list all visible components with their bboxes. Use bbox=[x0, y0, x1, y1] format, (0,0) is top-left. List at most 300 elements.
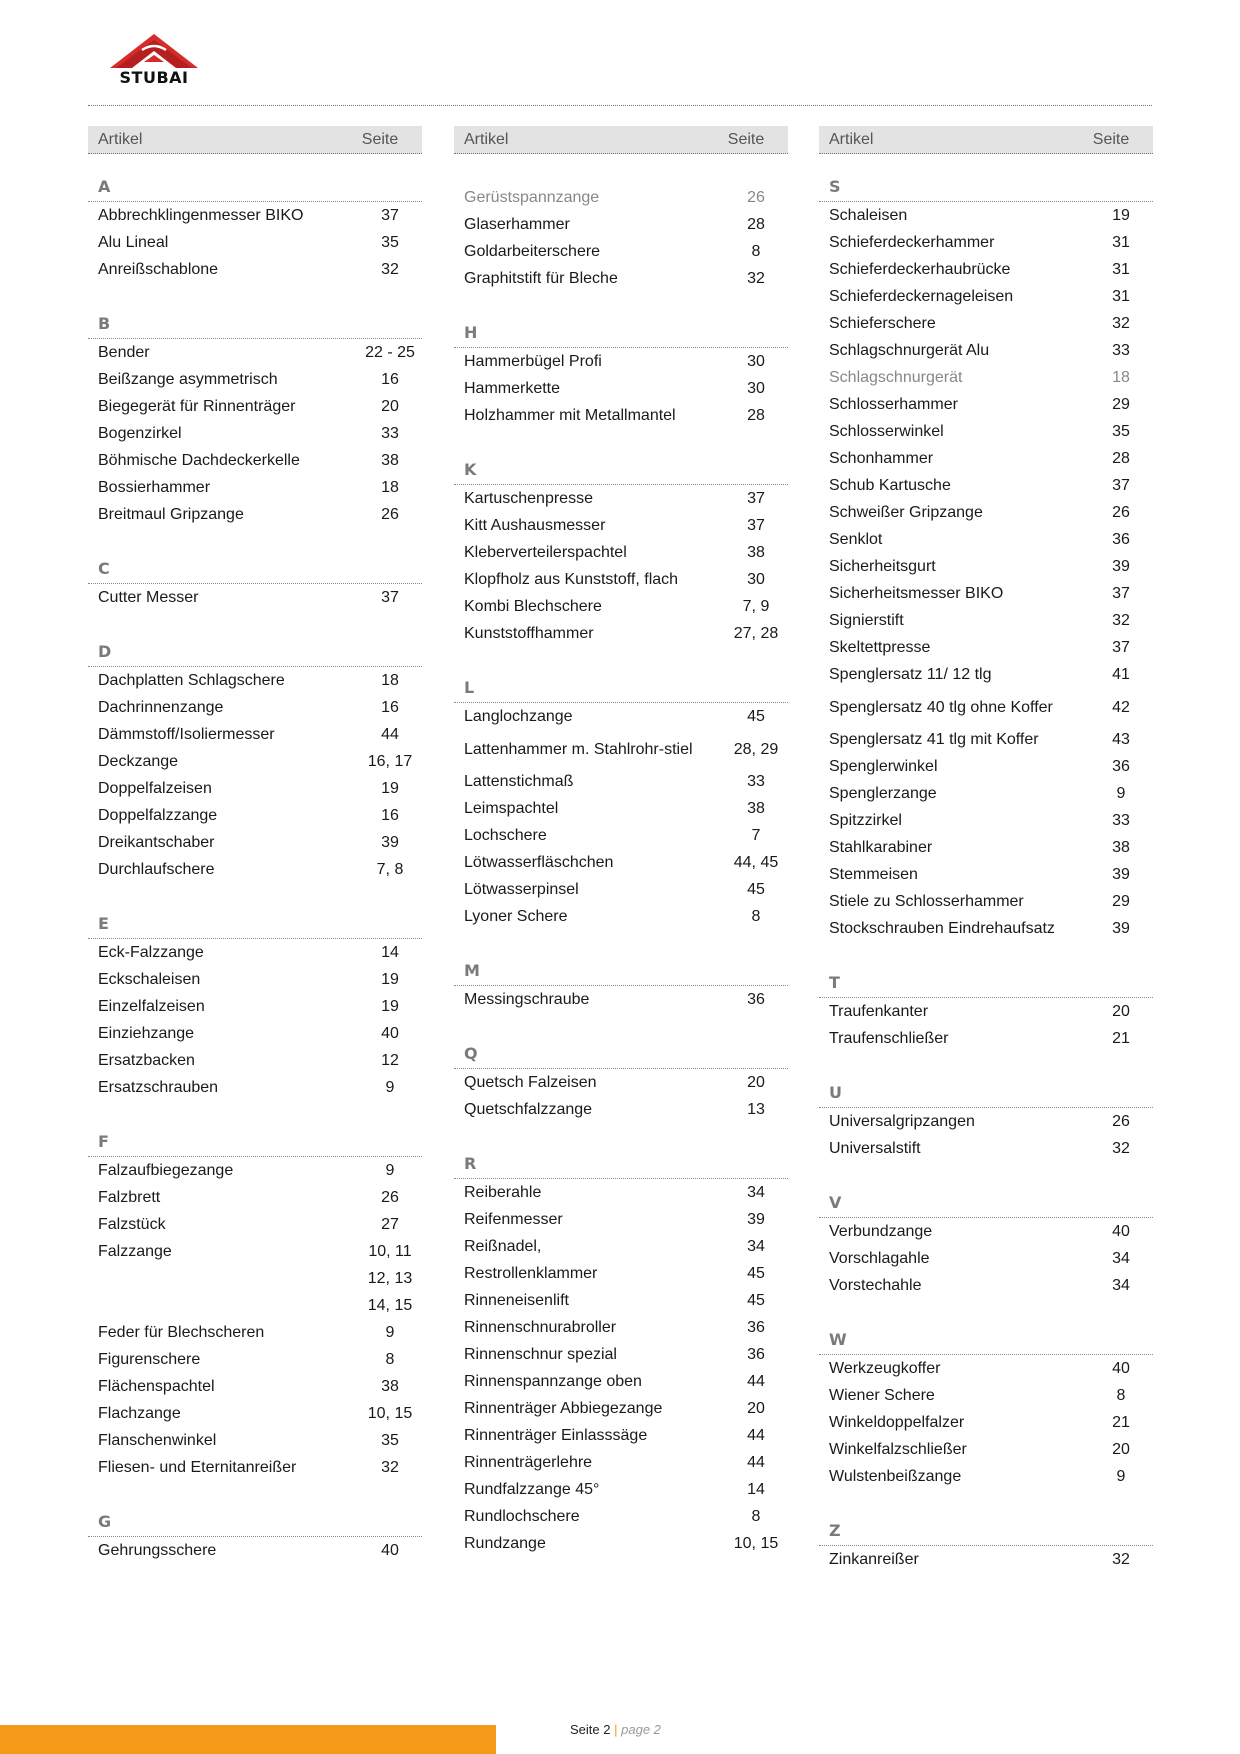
index-entry bbox=[454, 1368, 788, 1395]
entry-page-number: 26 bbox=[747, 189, 765, 206]
entry-article-name: Schlagschnurgerät Alu bbox=[829, 342, 990, 359]
entry-page-number: 37 bbox=[1112, 639, 1130, 656]
section-letter: S bbox=[819, 170, 1153, 202]
entry-page-number: 32 bbox=[747, 270, 765, 287]
entry-page-number: 36 bbox=[747, 1319, 765, 1336]
entry-article-name: Kleberverteilerspachtel bbox=[464, 544, 627, 561]
entry-page-number: 35 bbox=[381, 234, 399, 251]
section-letter: W bbox=[819, 1323, 1153, 1355]
entry-page-number: 44 bbox=[747, 1373, 765, 1390]
index-entry bbox=[819, 364, 1153, 391]
entry-article-name: Doppelfalzzange bbox=[98, 807, 218, 824]
entry-article-name: Holzhammer mit Metallmantel bbox=[464, 407, 676, 424]
index-entry bbox=[454, 730, 788, 768]
index-entry bbox=[819, 726, 1153, 753]
index-section bbox=[454, 1147, 788, 1557]
index-entry bbox=[88, 420, 422, 447]
index-entry bbox=[454, 1287, 788, 1314]
index-entry bbox=[819, 256, 1153, 283]
index-section bbox=[88, 552, 422, 611]
index-entry bbox=[454, 1449, 788, 1476]
entry-article-name: Graphitstift für Bleche bbox=[464, 270, 618, 287]
entry-article-name: Dachplatten Schlagschere bbox=[98, 672, 285, 689]
index-entry bbox=[88, 1346, 422, 1373]
index-entry bbox=[454, 485, 788, 512]
entry-page-number: 33 bbox=[747, 773, 765, 790]
entry-article-name: Kunststoffhammer bbox=[464, 625, 594, 642]
index-entry bbox=[454, 348, 788, 375]
section-letter: H bbox=[454, 316, 788, 348]
entry-page-number: 38 bbox=[747, 800, 765, 817]
index-entry bbox=[88, 1047, 422, 1074]
entry-page-number: 31 bbox=[1112, 234, 1130, 251]
index-entry bbox=[454, 620, 788, 647]
entry-page-number: 37 bbox=[1112, 477, 1130, 494]
entry-page-number: 42 bbox=[1112, 698, 1130, 716]
article-header-label: Artikel bbox=[464, 130, 509, 148]
index-entry bbox=[454, 986, 788, 1013]
entry-page-number: 26 bbox=[381, 1189, 399, 1206]
entry-page-number: 8 bbox=[1116, 1387, 1126, 1404]
entry-page-number: 28 bbox=[1112, 450, 1130, 467]
entry-page-number: 8 bbox=[385, 1351, 395, 1368]
entry-page-number: 38 bbox=[747, 544, 765, 561]
index-entry bbox=[454, 849, 788, 876]
entry-page-number: 19 bbox=[1112, 207, 1130, 224]
entry-article-name: Deckzange bbox=[98, 753, 179, 770]
entry-article-name: Werkzeugkoffer bbox=[829, 1360, 941, 1377]
entry-page-number: 16 bbox=[381, 371, 399, 388]
index-entry bbox=[819, 472, 1153, 499]
index-section bbox=[88, 1125, 422, 1481]
entry-article-name: Skeltettpresse bbox=[829, 639, 931, 656]
footer-seite-label: Seite 2 bbox=[570, 1722, 611, 1737]
index-entry bbox=[454, 1422, 788, 1449]
index-entry bbox=[88, 667, 422, 694]
index-entry bbox=[88, 1184, 422, 1211]
entry-page-number: 39 bbox=[1112, 920, 1130, 937]
entry-page-number: 34 bbox=[1112, 1250, 1130, 1267]
entry-page-number: 45 bbox=[747, 1265, 765, 1282]
index-column-2 bbox=[454, 126, 788, 1557]
index-entry bbox=[454, 539, 788, 566]
entry-article-name: Schweißer Gripzange bbox=[829, 504, 983, 521]
entry-page-number: 14 bbox=[381, 944, 399, 961]
index-entry bbox=[454, 375, 788, 402]
index-section bbox=[88, 170, 422, 283]
index-entry bbox=[819, 1025, 1153, 1052]
entry-page-number: 20 bbox=[1112, 1441, 1130, 1458]
entry-article-name: Spitzzirkel bbox=[829, 812, 902, 829]
logo-wordmark: STUBAI bbox=[119, 68, 189, 87]
entry-article-name: Rinneneisenlift bbox=[464, 1292, 569, 1309]
entry-article-name: Gehrungsschere bbox=[98, 1542, 217, 1559]
index-entry bbox=[819, 1463, 1153, 1490]
entry-page-number: 33 bbox=[1112, 812, 1130, 829]
entry-page-number: 20 bbox=[381, 398, 399, 415]
index-entry bbox=[88, 366, 422, 393]
entry-article-name: Ersatzschrauben bbox=[98, 1079, 219, 1096]
entry-page-number: 20 bbox=[747, 1400, 765, 1417]
entry-article-name: Restrollenklammer bbox=[464, 1265, 598, 1282]
entry-article-name: Figurenschere bbox=[98, 1351, 201, 1368]
entry-page-number: 40 bbox=[1112, 1360, 1130, 1377]
entry-page-number: 10, 15 bbox=[733, 1535, 779, 1552]
entry-article-name: Lötwasserfläschchen bbox=[464, 854, 614, 871]
section-letter: G bbox=[88, 1505, 422, 1537]
entry-article-name: Dachrinnenzange bbox=[98, 699, 224, 716]
entry-page-number: 39 bbox=[747, 1211, 765, 1228]
entry-article-name: Flächenspachtel bbox=[98, 1378, 215, 1395]
entry-article-name: Sicherheitsgurt bbox=[829, 558, 936, 575]
entry-article-name: Traufenkanter bbox=[829, 1003, 929, 1020]
section-letter: R bbox=[454, 1147, 788, 1179]
index-entry bbox=[88, 1292, 422, 1319]
entry-article-name: Dreikantschaber bbox=[98, 834, 215, 851]
column-header bbox=[819, 126, 1153, 154]
entry-page-number: 28, 29 bbox=[733, 740, 779, 758]
index-entry bbox=[454, 566, 788, 593]
entry-article-name: Quetsch Falzeisen bbox=[464, 1074, 597, 1091]
entry-article-name: Wiener Schere bbox=[829, 1387, 935, 1404]
entry-page-number: 45 bbox=[747, 708, 765, 725]
index-entry bbox=[454, 1341, 788, 1368]
index-entry bbox=[819, 283, 1153, 310]
index-entry bbox=[819, 202, 1153, 229]
entry-article-name: Klopfholz aus Kunststoff, flach bbox=[464, 571, 679, 588]
index-entry bbox=[819, 1218, 1153, 1245]
entry-article-name: Rinnenträgerlehre bbox=[464, 1454, 593, 1471]
entry-article-name: Lyoner Schere bbox=[464, 908, 568, 925]
section-letter: Q bbox=[454, 1037, 788, 1069]
entry-article-name: Rundlochschere bbox=[464, 1508, 580, 1525]
entry-page-number: 39 bbox=[1112, 558, 1130, 575]
entry-page-number: 19 bbox=[381, 780, 399, 797]
index-entry bbox=[819, 1108, 1153, 1135]
entry-page-number: 31 bbox=[1112, 288, 1130, 305]
index-column-1 bbox=[88, 126, 422, 1564]
entry-article-name: Flachzange bbox=[98, 1405, 181, 1422]
entry-article-name: Schaleisen bbox=[829, 207, 908, 224]
section-letter: K bbox=[454, 453, 788, 485]
entry-article-name: Schonhammer bbox=[829, 450, 934, 467]
index-entry bbox=[88, 393, 422, 420]
index-entry bbox=[88, 229, 422, 256]
entry-article-name: Hammerbügel Profi bbox=[464, 353, 602, 370]
index-entry bbox=[454, 703, 788, 730]
entry-article-name: Alu Lineal bbox=[98, 234, 169, 251]
index-entry bbox=[819, 1436, 1153, 1463]
index-entry bbox=[88, 1238, 422, 1265]
entry-article-name: Schlosserhammer bbox=[829, 396, 958, 413]
index-entry bbox=[88, 447, 422, 474]
stubai-logo bbox=[106, 32, 202, 90]
article-header-label: Artikel bbox=[98, 130, 143, 148]
entry-page-number: 41 bbox=[1112, 666, 1130, 683]
entry-article-name: Feder für Blechscheren bbox=[98, 1324, 265, 1341]
index-entry bbox=[454, 265, 788, 292]
index-section bbox=[819, 1076, 1153, 1162]
entry-page-number: 7, 8 bbox=[376, 861, 404, 878]
entry-page-number: 33 bbox=[381, 425, 399, 442]
column-header bbox=[454, 126, 788, 154]
entry-page-number: 45 bbox=[747, 1292, 765, 1309]
entry-page-number: 16, 17 bbox=[367, 753, 413, 770]
entry-page-number: 10, 11 bbox=[368, 1243, 412, 1260]
index-entry bbox=[454, 402, 788, 429]
index-entry bbox=[88, 1373, 422, 1400]
index-section bbox=[819, 1186, 1153, 1299]
index-entry bbox=[819, 807, 1153, 834]
section-letter: Z bbox=[819, 1514, 1153, 1546]
entry-article-name: Rinnenschnur spezial bbox=[464, 1346, 617, 1363]
entry-article-name: Glaserhammer bbox=[464, 216, 570, 233]
index-entry bbox=[88, 966, 422, 993]
page-header-label: Seite bbox=[1092, 130, 1130, 148]
index-section bbox=[454, 453, 788, 647]
index-entry bbox=[819, 1245, 1153, 1272]
entry-page-number: 9 bbox=[385, 1079, 395, 1096]
entry-page-number: 27, 28 bbox=[733, 625, 779, 642]
entry-page-number: 34 bbox=[747, 1184, 765, 1201]
entry-article-name: Kitt Aushausmesser bbox=[464, 517, 606, 534]
entry-article-name: Leimspachtel bbox=[464, 800, 559, 817]
entry-page-number: 35 bbox=[1112, 423, 1130, 440]
entry-page-number: 9 bbox=[1116, 1468, 1126, 1485]
entry-page-number: 34 bbox=[1112, 1277, 1130, 1294]
entry-article-name: Schlagschnurgerät bbox=[829, 369, 963, 386]
index-entry bbox=[88, 721, 422, 748]
index-section bbox=[454, 316, 788, 429]
entry-article-name: Spenglerwinkel bbox=[829, 758, 938, 775]
entry-article-name: Signierstift bbox=[829, 612, 904, 629]
index-entry bbox=[454, 876, 788, 903]
entry-article-name: Anreißschablone bbox=[98, 261, 219, 278]
index-entry bbox=[819, 688, 1153, 726]
entry-page-number: 26 bbox=[1112, 504, 1130, 521]
entry-page-number: 9 bbox=[385, 1162, 395, 1179]
index-entry bbox=[454, 184, 788, 211]
index-entry bbox=[88, 829, 422, 856]
section-letter: T bbox=[819, 966, 1153, 998]
entry-page-number: 31 bbox=[1112, 261, 1130, 278]
index-entry bbox=[88, 584, 422, 611]
index-section bbox=[88, 307, 422, 528]
entry-article-name: Falzzange bbox=[98, 1243, 172, 1260]
index-entry bbox=[454, 1069, 788, 1096]
index-section bbox=[88, 635, 422, 883]
index-entry bbox=[88, 775, 422, 802]
index-entry bbox=[454, 1503, 788, 1530]
entry-article-name: Zinkanreißer bbox=[829, 1551, 919, 1568]
index-entry bbox=[88, 1454, 422, 1481]
index-entry bbox=[454, 1530, 788, 1557]
section-letter: U bbox=[819, 1076, 1153, 1108]
index-section bbox=[88, 907, 422, 1101]
entry-page-number: 37 bbox=[747, 490, 765, 507]
footer-page-info bbox=[570, 1722, 661, 1737]
entry-article-name: Messingschraube bbox=[464, 991, 590, 1008]
index-entry bbox=[88, 1319, 422, 1346]
index-entry bbox=[454, 1314, 788, 1341]
entry-page-number: 13 bbox=[747, 1101, 765, 1118]
entry-article-name: Senklot bbox=[829, 531, 883, 548]
column-header bbox=[88, 126, 422, 154]
entry-article-name: Schieferdeckernageleisen bbox=[829, 288, 1014, 305]
index-entry bbox=[819, 1272, 1153, 1299]
index-entry bbox=[819, 888, 1153, 915]
entry-page-number: 44 bbox=[381, 726, 399, 743]
entry-article-name: Reifenmesser bbox=[464, 1211, 563, 1228]
index-entry bbox=[88, 694, 422, 721]
index-entry bbox=[454, 512, 788, 539]
index-entry bbox=[454, 768, 788, 795]
index-section bbox=[454, 671, 788, 930]
entry-page-number: 35 bbox=[381, 1432, 399, 1449]
index-entry bbox=[454, 1395, 788, 1422]
entry-page-number: 38 bbox=[381, 452, 399, 469]
index-entry bbox=[454, 1260, 788, 1287]
entry-page-number: 32 bbox=[1112, 612, 1130, 629]
entry-page-number: 32 bbox=[1112, 315, 1130, 332]
index-entry bbox=[88, 474, 422, 501]
entry-article-name: Durchlaufschere bbox=[98, 861, 215, 878]
entry-page-number: 28 bbox=[747, 407, 765, 424]
index-entry bbox=[819, 445, 1153, 472]
entry-page-number: 30 bbox=[747, 380, 765, 397]
index-entry bbox=[88, 1157, 422, 1184]
index-entry bbox=[819, 661, 1153, 688]
entry-article-name: Lochschere bbox=[464, 827, 547, 844]
index-entry bbox=[88, 1427, 422, 1454]
entry-article-name: Hammerkette bbox=[464, 380, 561, 397]
entry-article-name: Gerüstspannzange bbox=[464, 189, 600, 206]
entry-page-number: 44, 45 bbox=[733, 854, 779, 871]
article-header-label: Artikel bbox=[829, 130, 874, 148]
index-entry bbox=[819, 915, 1153, 942]
section-letter: V bbox=[819, 1186, 1153, 1218]
entry-article-name: Beißzange asymmetrisch bbox=[98, 371, 278, 388]
entry-article-name: Bossierhammer bbox=[98, 479, 211, 496]
index-entry bbox=[819, 634, 1153, 661]
entry-page-number: 37 bbox=[747, 517, 765, 534]
entry-page-number: 21 bbox=[1112, 1414, 1130, 1431]
entry-article-name: Goldarbeiterschere bbox=[464, 243, 601, 260]
entry-page-number: 37 bbox=[381, 207, 399, 224]
entry-article-name: Rundzange bbox=[464, 1535, 546, 1552]
entry-page-number: 8 bbox=[751, 243, 761, 260]
index-entry bbox=[819, 526, 1153, 553]
entry-article-name: Cutter Messer bbox=[98, 589, 199, 606]
entry-article-name: Ersatzbacken bbox=[98, 1052, 195, 1069]
index-entry bbox=[819, 310, 1153, 337]
entry-article-name: Eckschaleisen bbox=[98, 971, 201, 988]
entry-page-number: 19 bbox=[381, 971, 399, 988]
index-entry bbox=[454, 1476, 788, 1503]
entry-article-name: Sicherheitsmesser BIKO bbox=[829, 585, 1004, 602]
index-entry bbox=[454, 1233, 788, 1260]
entry-page-number: 18 bbox=[381, 479, 399, 496]
index-entry bbox=[454, 822, 788, 849]
entry-page-number: 14 bbox=[747, 1481, 765, 1498]
entry-article-name: Rinnenträger Abbiegezange bbox=[464, 1400, 663, 1417]
entry-page-number: 14, 15 bbox=[367, 1297, 413, 1314]
entry-page-number: 45 bbox=[747, 881, 765, 898]
index-entry bbox=[88, 1400, 422, 1427]
entry-article-name: Lattenhammer m. Stahlrohr-stiel bbox=[464, 740, 693, 758]
index-entry bbox=[819, 418, 1153, 445]
page-header-label: Seite bbox=[727, 130, 765, 148]
section-letter: E bbox=[88, 907, 422, 939]
mountain-logo-icon bbox=[106, 32, 202, 72]
entry-page-number: 26 bbox=[1112, 1113, 1130, 1130]
entry-page-number: 10, 15 bbox=[367, 1405, 413, 1422]
index-column-3 bbox=[819, 126, 1153, 1573]
entry-article-name: Dämmstoff/Isoliermesser bbox=[98, 726, 275, 743]
index-section bbox=[819, 1323, 1153, 1490]
index-entry bbox=[454, 1179, 788, 1206]
entry-article-name: Kombi Blechschere bbox=[464, 598, 602, 615]
index-entry bbox=[88, 1074, 422, 1101]
index-entry bbox=[88, 748, 422, 775]
entry-article-name: Spenglersatz 41 tlg mit Koffer bbox=[829, 731, 1039, 748]
entry-article-name: Biegegerät für Rinnenträger bbox=[98, 398, 296, 415]
section-letter: B bbox=[88, 307, 422, 339]
entry-article-name: Bender bbox=[98, 344, 150, 361]
entry-page-number: 36 bbox=[1112, 531, 1130, 548]
entry-article-name: Lattenstichmaß bbox=[464, 773, 574, 790]
entry-page-number: 40 bbox=[381, 1025, 399, 1042]
entry-article-name: Stemmeisen bbox=[829, 866, 918, 883]
entry-article-name: Vorstechahle bbox=[829, 1277, 922, 1294]
index-entry bbox=[88, 993, 422, 1020]
index-entry bbox=[454, 211, 788, 238]
entry-article-name: Fliesen- und Eternitanreißer bbox=[98, 1459, 297, 1476]
entry-article-name: Langlochzange bbox=[464, 708, 573, 725]
entry-page-number: 33 bbox=[1112, 342, 1130, 359]
index-entry bbox=[88, 802, 422, 829]
entry-article-name: Spenglersatz 40 tlg ohne Koffer bbox=[829, 698, 1053, 716]
index-entry bbox=[819, 1409, 1153, 1436]
entry-article-name: Abbrechklingenmesser BIKO bbox=[98, 207, 304, 224]
entry-article-name: Vorschlagahle bbox=[829, 1250, 930, 1267]
entry-page-number: 44 bbox=[747, 1427, 765, 1444]
index-entry bbox=[819, 780, 1153, 807]
entry-page-number: 30 bbox=[747, 571, 765, 588]
index-section bbox=[88, 1505, 422, 1564]
section-letter: M bbox=[454, 954, 788, 986]
entry-page-number: 20 bbox=[747, 1074, 765, 1091]
entry-page-number: 27 bbox=[381, 1216, 399, 1233]
index-entry bbox=[819, 1135, 1153, 1162]
entry-article-name: Schieferschere bbox=[829, 315, 936, 332]
entry-article-name: Böhmische Dachdeckerkelle bbox=[98, 452, 300, 469]
entry-page-number: 34 bbox=[747, 1238, 765, 1255]
entry-article-name: Reißnadel, bbox=[464, 1238, 542, 1255]
index-entry bbox=[819, 998, 1153, 1025]
entry-article-name: Doppelfalzeisen bbox=[98, 780, 212, 797]
footer-page-label: page 2 bbox=[621, 1722, 661, 1737]
entry-page-number: 9 bbox=[385, 1324, 395, 1341]
index-section bbox=[454, 184, 788, 292]
index-entry bbox=[819, 1382, 1153, 1409]
entry-page-number: 22 - 25 bbox=[365, 344, 415, 361]
entry-page-number: 32 bbox=[1112, 1551, 1130, 1568]
entry-article-name: Rundfalzzange 45° bbox=[464, 1481, 600, 1498]
entry-page-number: 8 bbox=[751, 1508, 761, 1525]
entry-article-name: Spenglerzange bbox=[829, 785, 937, 802]
section-letter: A bbox=[88, 170, 422, 202]
